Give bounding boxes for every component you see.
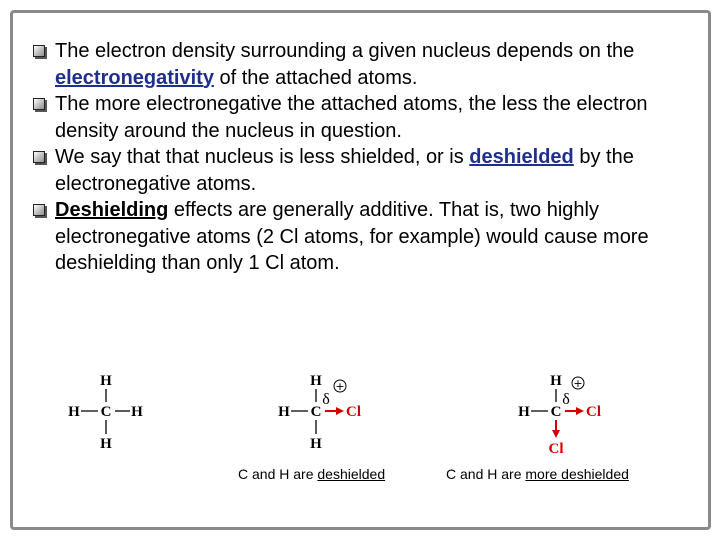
plus-sign: + — [335, 380, 345, 393]
checkbox-bullet-icon — [33, 98, 45, 110]
atom-h-bottom: H — [100, 436, 112, 452]
atom-h-top: H — [310, 373, 322, 389]
arrowhead — [336, 407, 344, 415]
bullet-item: The more electronegative the attached atoms, the less the electron density around the nucleus in question. — [30, 91, 700, 144]
delta-symbol: δ — [322, 391, 330, 408]
keyword-electronegativity: electronegativity — [55, 66, 214, 89]
checkbox-bullet-icon — [33, 204, 45, 216]
plus-sign: + — [573, 377, 583, 390]
caption-deshielded: C and H are deshielded — [238, 466, 386, 482]
methane-structure — [62, 368, 152, 458]
atom-h-right: H — [131, 404, 143, 420]
bullet-item: We say that that nucleus is less shielded, or is deshielded by the electronegative atoms. — [30, 144, 700, 197]
caption-more-deshielded: C and H are more deshielded — [446, 466, 629, 482]
dichloromethane-structure — [512, 368, 612, 458]
arrowhead — [552, 430, 560, 438]
arrowhead — [576, 407, 584, 415]
chloromethane-structure — [272, 368, 372, 458]
atom-h-left: H — [518, 404, 530, 420]
atom-cl-bottom: Cl — [548, 441, 564, 457]
atom-cl-right: Cl — [586, 404, 601, 420]
atom-c: C — [310, 404, 322, 420]
atom-c: C — [550, 404, 562, 420]
bullet-item: Deshielding effects are generally additive. That is, two highly electronegative atoms (2 Cl atoms, for example) would cause more deshielding than only 1 Cl atom. — [30, 197, 700, 277]
atom-c: C — [100, 404, 112, 420]
atom-h-left: H — [278, 404, 290, 420]
delta-symbol: δ — [562, 391, 570, 408]
atom-h-bottom: H — [310, 436, 322, 452]
atom-h-top: H — [100, 373, 112, 389]
atom-h-left: H — [68, 404, 80, 420]
checkbox-bullet-icon — [33, 151, 45, 163]
atom-cl: Cl — [346, 404, 361, 420]
bullet-list — [30, 38, 700, 277]
keyword-deshielding: Deshielding — [55, 199, 169, 221]
checkbox-bullet-icon — [33, 45, 45, 57]
bullet-item: The electron density surrounding a given nucleus depends on the electronegativity of the attached atoms. — [30, 38, 700, 91]
atom-h-top: H — [550, 373, 562, 389]
keyword-deshielded: deshielded — [469, 146, 574, 168]
